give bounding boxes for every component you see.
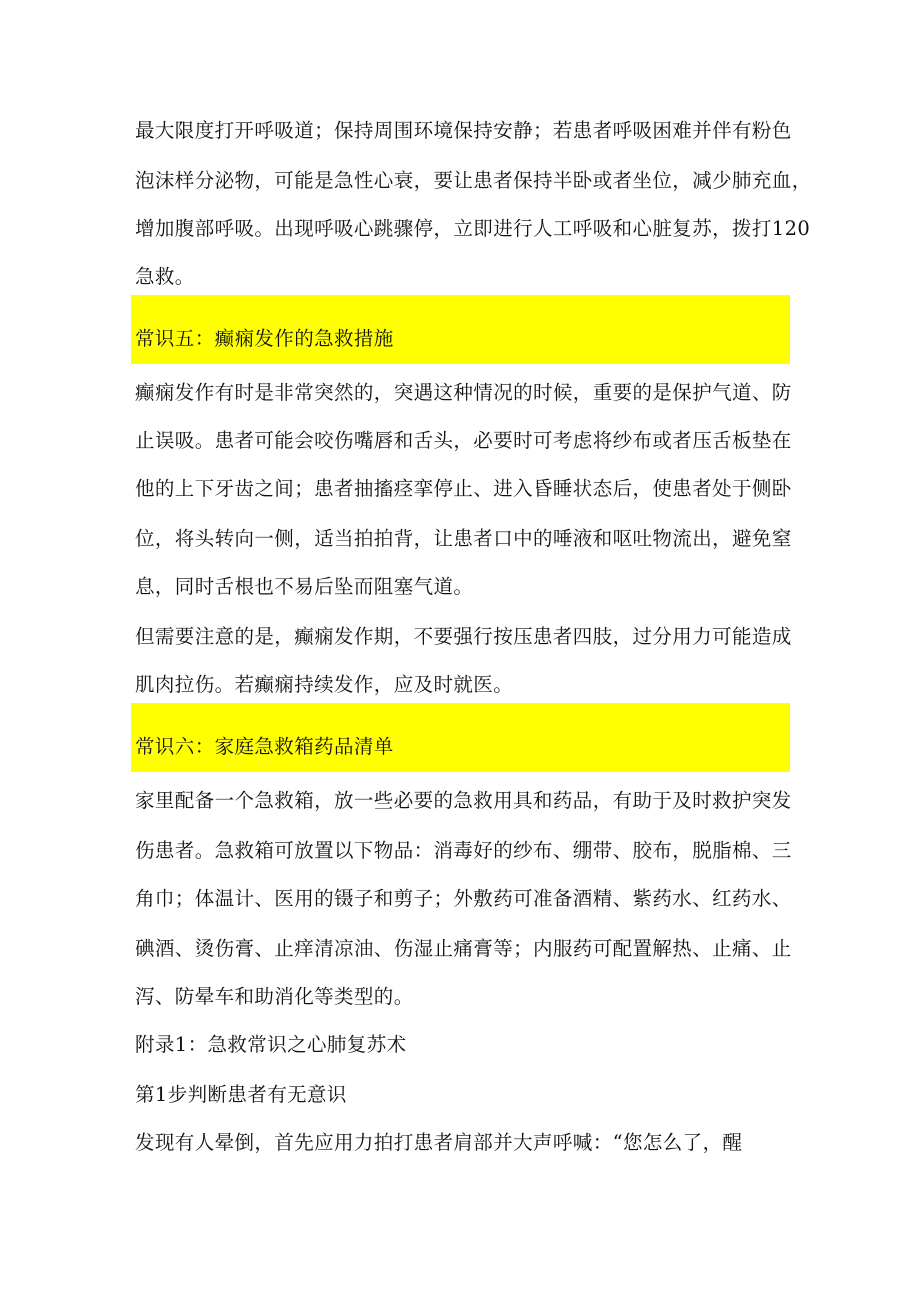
paragraph-line: 癫痫发作有时是非常突然的，突遇这种情况的时候，重要的是保护气道、防 [135,381,792,404]
paragraph-line: 泡沫样分泌物，可能是急性心衰，要让患者保持半卧或者坐位，减少肺充血， [135,169,812,192]
section-5-heading: 常识五：癫痫发作的急救措施 [135,327,394,350]
paragraph-line: 他的上下牙齿之间；患者抽搐痉挛停止、进入昏睡状态后，使患者处于侧卧 [135,477,792,500]
paragraph-line: 但需要注意的是，癫痫发作期，不要强行按压患者四肢，过分用力可能造成 [135,625,792,648]
step-1-text: 发现有人晕倒，首先应用力拍打患者肩部并大声呼喊：“您怎么了，醒 [135,1131,743,1154]
section-6-heading-highlight [131,703,790,772]
section-6-heading: 常识六：家庭急救箱药品清单 [135,735,394,758]
paragraph-line: 家里配备一个急救箱，放一些必要的急救用具和药品，有助于及时救护突发 [135,789,792,812]
section-5-heading-highlight [131,295,790,364]
paragraph-line: 角巾；体温计、医用的镊子和剪子；外敷药可准备酒精、紫药水、红药水、 [135,887,792,910]
appendix-title: 附录1：急救常识之心肺复苏术 [135,1033,407,1056]
paragraph-line: 最大限度打开呼吸道；保持周围环境保持安静；若患者呼吸困难并伴有粉色 [135,119,792,142]
paragraph-line: 止误吸。患者可能会咬伤嘴唇和舌头，必要时可考虑将纱布或者压舌板垫在 [135,429,792,452]
paragraph-line: 位，将头转向一侧，适当拍拍背，让患者口中的唾液和呕吐物流出，避免窒 [135,527,792,550]
paragraph-line: 伤患者。急救箱可放置以下物品：消毒好的纱布、绷带、胶布，脱脂棉、三 [135,839,792,862]
paragraph-line: 息，同时舌根也不易后坠而阻塞气道。 [135,575,474,598]
paragraph-line: 碘酒、烫伤膏、止痒清凉油、伤湿止痛膏等；内服药可配置解热、止痛、止 [135,937,792,960]
paragraph-line: 泻、防晕车和助消化等类型的。 [135,985,414,1008]
paragraph-line: 增加腹部呼吸。出现呼吸心跳骤停，立即进行人工呼吸和心脏复苏，拨打120 [135,217,811,240]
paragraph-line: 肌肉拉伤。若癫痫持续发作，应及时就医。 [135,673,514,696]
step-1-title: 第1步判断患者有无意识 [135,1083,347,1106]
paragraph-line: 急救。 [135,265,195,288]
